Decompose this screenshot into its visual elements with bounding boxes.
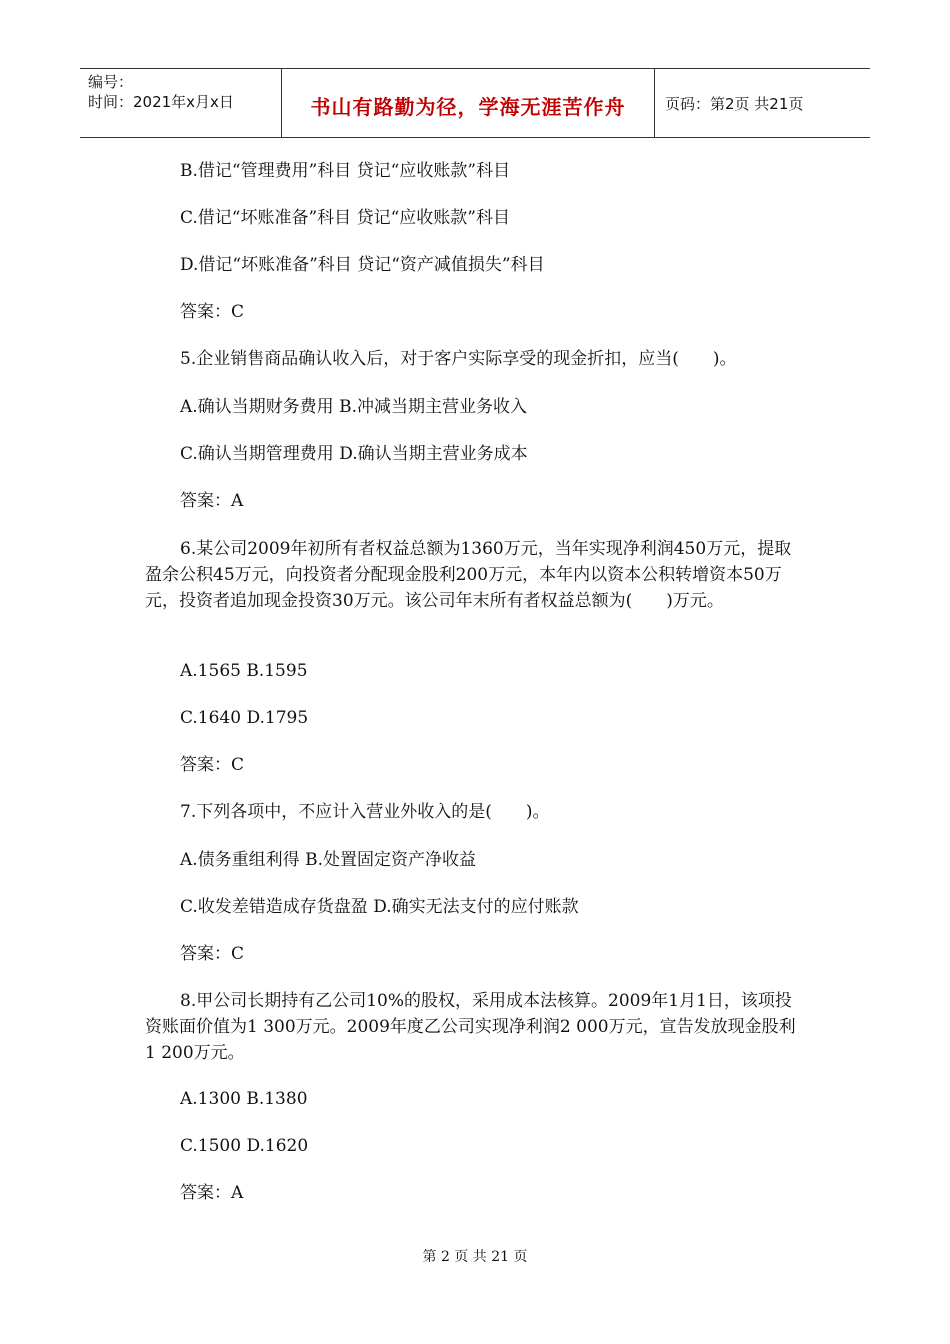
option-line: C.1640 D.1795 [180,708,309,728]
option-line: A.债务重组利得 B.处置固定资产净收益 [180,850,476,870]
option-line: A.确认当期财务费用 B.冲减当期主营业务收入 [180,397,527,417]
option-line: B.借记“管理费用”科目 贷记“应收账款”科目 [180,161,511,181]
header-table [80,68,870,138]
option-line: C.1500 D.1620 [180,1136,309,1156]
answer-line: 答案：A [180,1183,244,1203]
question-8: 8.甲公司长期持有乙公司10%的股权，采用成本法核算。2009年1月1日，该项投资账面价值为1 300万元。2009年度乙公司实现净利润2 000万元，宣告发放现金股利1 200万元。 [145,991,796,1063]
option-line: C.收发差错造成存货盘盈 D.确实无法支付的应付账款 [180,897,579,917]
header-motto: 书山有路勤为径，学海无涯苦作舟 [310,95,626,119]
answer-line: 答案：C [180,755,245,775]
header-meta-cell [80,69,280,137]
document-date-label: 时间：2021年x月x日 [88,93,234,111]
question-7: 7.下列各项中，不应计入营业外收入的是( )。 [180,802,550,822]
answer-line: 答案：A [180,491,244,511]
page-footer: 第 2 页 共 21 页 [422,1249,528,1265]
question-5: 5.企业销售商品确认收入后，对于客户实际享受的现金折扣，应当( )。 [180,349,737,369]
document-number-label: 编号： [88,73,134,91]
header-page-cell [655,69,870,137]
header-page-info: 页码：第2页 共21页 [665,95,804,113]
header-motto-cell [281,69,655,137]
option-line: A.1565 B.1595 [180,661,308,681]
option-line: C.借记“坏账准备”科目 贷记“应收账款”科目 [180,208,510,228]
option-line: C.确认当期管理费用 D.确认当期主营业务成本 [180,444,528,464]
answer-line: 答案：C [180,302,245,322]
option-line: A.1300 B.1380 [180,1089,308,1109]
answer-line: 答案：C [180,944,245,964]
question-6: 6.某公司2009年初所有者权益总额为1360万元，当年实现净利润450万元，提取盈余公积45万元，向投资者分配现金股利200万元，本年内以资本公积转增资本50万元，投资者追加现金投资30万元。该公司年末所有者权益总额为( )万元。 [145,539,792,611]
option-line: D.借记“坏账准备”科目 贷记“资产减值损失”科目 [180,255,545,275]
